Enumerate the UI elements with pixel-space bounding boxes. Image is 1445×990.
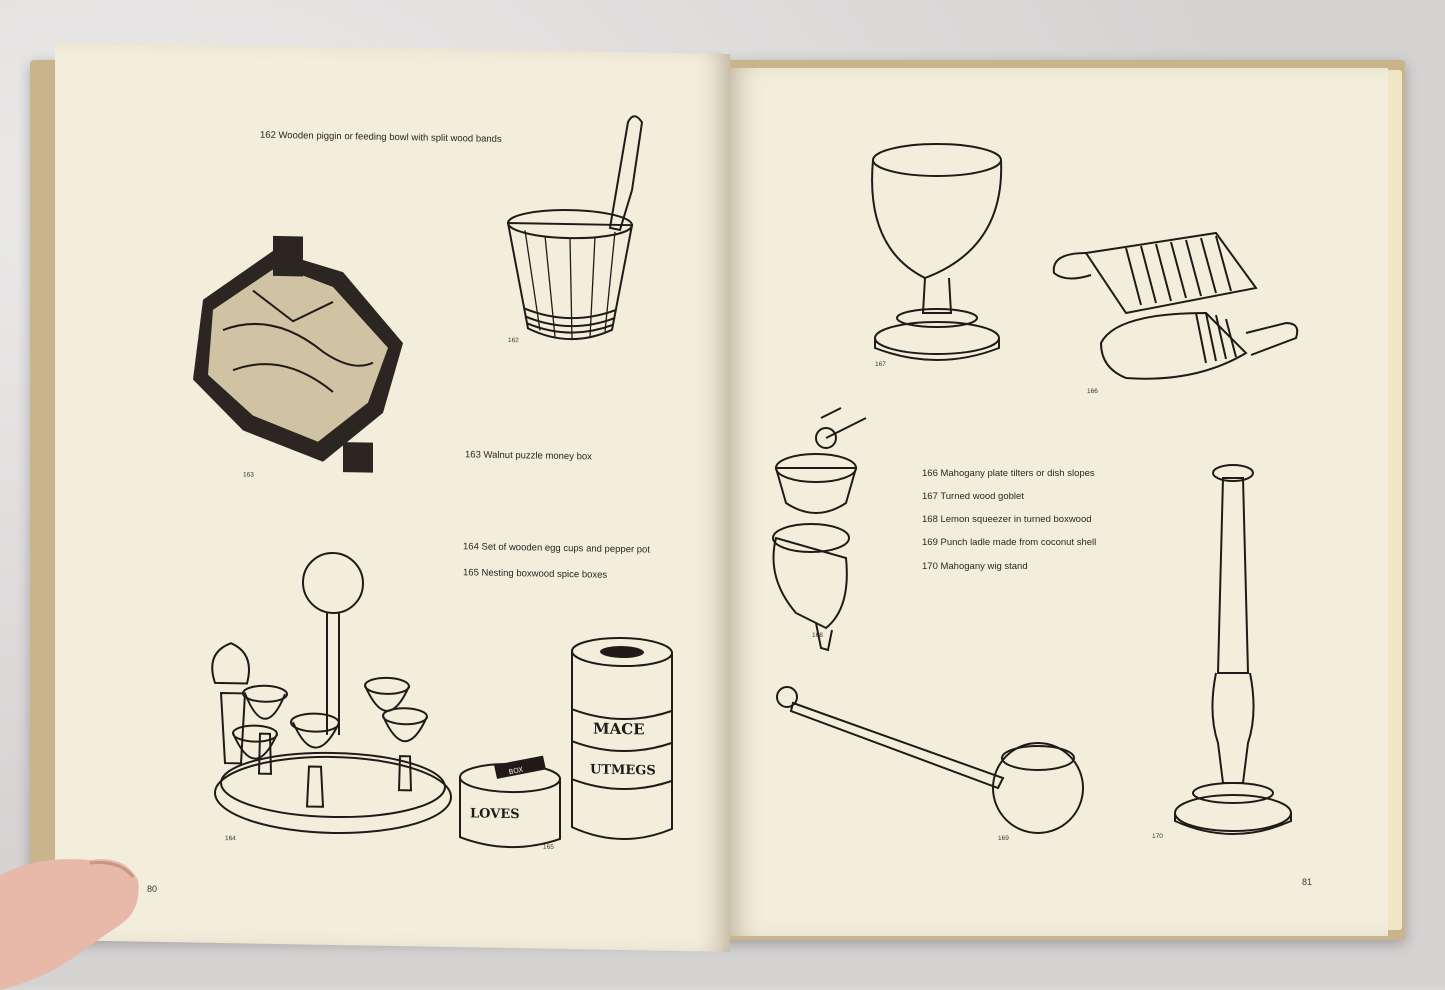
spice-boxes-illustration (450, 627, 690, 861)
figure-number-168: 168 (812, 632, 823, 639)
caption-162: 162 Wooden piggin or feeding bowl with split wood bands (260, 129, 502, 145)
figure-number-166: 166 (1087, 388, 1098, 395)
right-page (728, 68, 1388, 936)
caption-170: 170 Mahogany wig stand (922, 561, 1028, 572)
left-page (55, 42, 730, 952)
figure-number-162: 162 (508, 337, 519, 345)
caption-167: 167 Turned wood goblet (922, 491, 1024, 502)
cloves-label: LOVES (470, 806, 520, 823)
hand-holding-page (0, 855, 150, 990)
egg-cup-stand-illustration (205, 543, 445, 847)
goblet-illustration (865, 138, 1015, 368)
figure-number-165: 165 (543, 843, 554, 851)
punch-ladle-illustration (773, 683, 1093, 843)
plate-tilters-illustration (1046, 213, 1306, 393)
caption-163: 163 Walnut puzzle money box (465, 449, 592, 463)
figure-number-163: 163 (243, 471, 254, 479)
piggin-illustration (500, 108, 640, 350)
wig-stand-illustration (1168, 463, 1298, 843)
figure-number-167: 167 (875, 361, 886, 368)
figure-number-164: 164 (225, 835, 236, 843)
mace-label: MACE (593, 719, 645, 739)
page-number-left: 80 (147, 883, 158, 894)
figure-number-170: 170 (1152, 833, 1163, 840)
caption-168: 168 Lemon squeezer in turned boxwood (922, 514, 1092, 525)
caption-166: 166 Mahogany plate tilters or dish slopes (922, 468, 1095, 479)
nutmegs-label: UTMEGS (590, 762, 656, 779)
figure-number-169: 169 (998, 835, 1009, 842)
lemon-squeezer-illustration (766, 408, 876, 658)
caption-165: 165 Nesting boxwood spice boxes (463, 567, 608, 581)
caption-164: 164 Set of wooden egg cups and pepper pot (463, 541, 650, 556)
puzzle-money-box-illustration (183, 229, 423, 473)
small-box-lid-label: BOX (508, 765, 524, 777)
page-number-right: 81 (1302, 877, 1313, 887)
caption-169: 169 Punch ladle made from coconut shell (922, 537, 1097, 548)
